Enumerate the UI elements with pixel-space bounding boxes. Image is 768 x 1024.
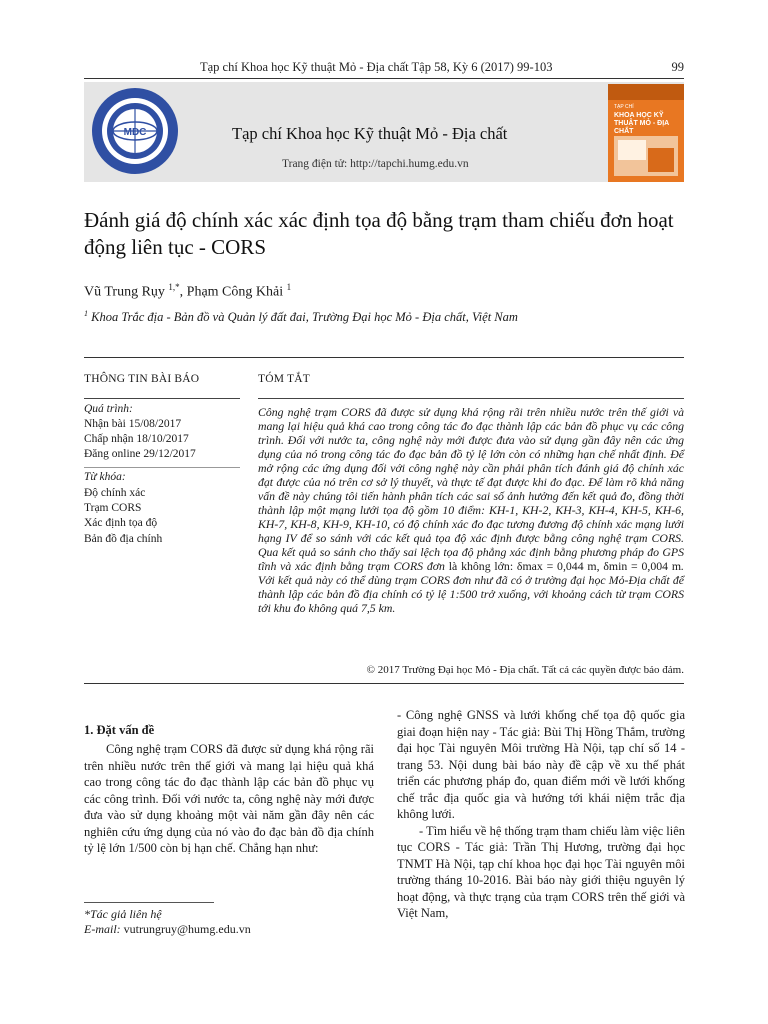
author-list (84, 282, 291, 301)
header-rule (84, 78, 684, 79)
copyright-notice: © 2017 Trường Đại học Mỏ - Địa chất. Tất cả các quyền được bảo đảm. (366, 664, 684, 676)
cover-line2: KHOA HỌC KỸ THUẬT MỎ - ĐỊA CHẤT (614, 112, 669, 135)
keyword: Bản đồ địa chính (84, 533, 163, 545)
info-rule (84, 398, 240, 399)
email-label: E-mail: (84, 922, 121, 936)
affiliation (84, 309, 518, 325)
article-title: Đánh giá độ chính xác xác định tọa độ bằng trạm tham chiếu đơn hoạt động liên tục - CORS (84, 208, 674, 259)
body-paragraph: Công nghệ trạm CORS đã được sử dụng khá rộng rãi trên nhiều nước trên thế giới và mang lại hiệu quả khá cao trong công tác đo đạc thành lập các bản đồ phục vụ các công trình. Đối với nước ta, công nghệ này mới được đưa vào sử dụng khoảng một vài năm gần đây nên các nghiên cứu ứng dụng của nó vào đo đạc bản đồ địa chính tỷ lệ lớn 1/500 còn bị hạn chế. Chẳng hạn như: (84, 742, 374, 855)
body-column-right (397, 707, 685, 922)
corresponding-author-note: *Tác giả liên hệ (84, 907, 162, 921)
body-paragraph: - Công nghệ GNSS và lưới khống chế tọa độ quốc gia giai đoạn hiện nay - Tác giả: Bùi Thị Hồng Thắm, trường đại học Tài nguyên Môi trường Hà Nội, tạp chí số 14 - trang 53. Nội dung bài báo này đề cập về xu thế phát triển các phương pháp đo, quan điểm mới về lưới khống chế trắc địa quốc gia và hướng tới khái niệm trắc địa không lưới. (397, 708, 685, 821)
keyword: Độ chính xác (84, 487, 146, 499)
abstract-text-part: Công nghệ trạm CORS đã được sử dụng khá rộng rãi trên nhiều nước trên thế giới và mang lại hiệu quả khá cao trong công tác đo đạc thành lập các bản đồ phục vụ các công trình. Đối với nước ta, công nghệ này mới được đưa vào sử dụng gần đây nên các ứng dụng của nó trong công tác đo đạc bản đồ tỷ lệ lớn còn có những hạn chế nhất định. Để mở rộng các ứng dụng đối với công nghệ này cần phải phân tích đánh giá độ chính xác đạt được của nó trên cơ sở lý thuyết, và thực tế đạt được khi đo đạc. Để làm rõ khả năng vấn đề này chúng tôi tiến hành phân tích các sai số ảnh hưởng đến kết quả đo, đồng thời thành lập một mạng lưới tọa độ gồm 10 điểm: KH-1, KH-2, KH-3, KH-4, KH-5, KH-6, KH-7, KH-8, KH-9, KH-10, có độ chính xác đo đạc tương đương độ chính xác mạng lưới hạng IV để so sánh với các kết quả tọa độ xác định được bằng công nghệ trạm CORS. Qua kết quả so sánh cho thấy sai lệch tọa độ phẳng xác định bằng phương pháp đo GPS tĩnh và xác định bằng trạm CORS đơn (258, 405, 684, 573)
abstract-text-part: . Với kết quả này có thể dùng trạm CORS đơn như đã có ở trường đại học Mỏ-Địa chất để thành lập các bản đồ địa chính có tỷ lệ 1:500 trở xuống, với khoảng cách từ trạm CORS tới khu đo không quá 7,5 km. (258, 559, 684, 615)
abstract-text (258, 405, 684, 615)
logo-text: MDC (123, 127, 147, 138)
journal-cover-image (608, 84, 684, 182)
author-superscript: 1 (286, 282, 292, 292)
keyword: Trạm CORS (84, 502, 142, 514)
journal-title: Tạp chí Khoa học Kỹ thuật Mỏ - Địa chất (232, 124, 508, 143)
footnote-rule (84, 902, 214, 903)
abstract-bottom-rule (84, 683, 684, 684)
author-name: Vũ Trung Rụy (84, 284, 165, 300)
author-superscript: 1,* (168, 282, 180, 292)
university-logo-icon (90, 86, 180, 176)
abstract-rule (258, 398, 684, 399)
page-number: 99 (671, 60, 684, 74)
history-label: Quá trình: (84, 403, 133, 415)
keyword: Xác định tọa độ (84, 517, 158, 529)
affiliation-superscript: 1 (84, 309, 88, 318)
online-date: Đăng online 29/12/2017 (84, 448, 196, 460)
body-paragraph: - Tìm hiểu về hệ thống trạm tham chiếu làm việc liên tục CORS - Tác giả: Trần Thị Hương, trường đại học TNMT Hà Nội, tạp chí khoa học đại học Tài nguyên môi trường tháng 10-2016. Bài báo này giới thiệu nguyên lý hoạt động, và thực trạng của trạm CORS trên thế giới và Việt Nam, (397, 823, 686, 920)
corresponding-email (84, 922, 251, 937)
cover-line1: TẠP CHÍ (614, 104, 634, 110)
accepted-date: Chấp nhận 18/10/2017 (84, 433, 189, 445)
running-head: Tạp chí Khoa học Kỹ thuật Mỏ - Địa chất Tập 58, Kỳ 6 (2017) 99-103 (200, 60, 553, 74)
article-info-heading: THÔNG TIN BÀI BÁO (84, 373, 200, 385)
author-separator: , (179, 284, 187, 300)
author-name: Phạm Công Khải (186, 284, 284, 300)
affiliation-text: Khoa Trắc địa - Bản đồ và Quản lý đất đai, Trường Đại học Mỏ - Địa chất, Việt Nam (91, 310, 518, 325)
keywords-rule (84, 467, 240, 468)
abstract-math: là không lớn: δmax = 0,044 m, δmin = 0,004 m (448, 559, 682, 573)
abstract-heading: TÓM TẮT (258, 373, 310, 385)
section-heading: 1. Đặt vấn đề (84, 723, 155, 737)
received-date: Nhận bài 15/08/2017 (84, 418, 182, 430)
email-address[interactable]: vutrungruy@humg.edu.vn (123, 922, 251, 936)
journal-website: Trang điện tử: http://tapchi.humg.edu.vn (282, 158, 469, 170)
keywords-label: Từ khóa: (84, 471, 126, 483)
section-rule (84, 357, 684, 358)
